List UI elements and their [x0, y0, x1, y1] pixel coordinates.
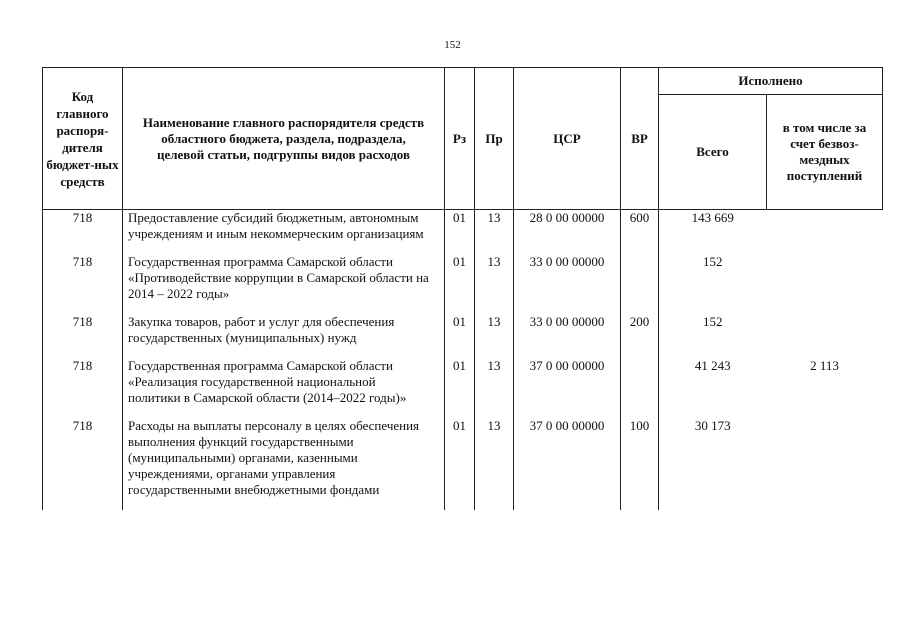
cell-pr: 13	[475, 254, 514, 314]
header-executed: Исполнено	[659, 68, 883, 95]
header-code: Код главного распоря-дителя бюджет-ных средств	[43, 68, 123, 210]
cell-name: Государственная программа Самарской области «Реализация государственной национальной политики в Самарской области (2014–2022 годы)»	[123, 358, 445, 418]
cell-vr: 600	[621, 210, 659, 255]
cell-code: 718	[43, 418, 123, 510]
cell-rz: 01	[445, 314, 475, 358]
cell-code: 718	[43, 314, 123, 358]
cell-name: Государственная программа Самарской области «Противодействие коррупции в Самарской области на 2014 – 2022 годы»	[123, 254, 445, 314]
header-pr: Пр	[475, 68, 514, 210]
cell-rz: 01	[445, 210, 475, 255]
header-name: Наименование главного распорядителя средств областного бюджета, раздела, подраздела, целевой статьи, подгруппы видов расходов	[123, 68, 445, 210]
table-row	[43, 254, 883, 314]
cell-total: 152	[703, 314, 723, 329]
cell-pr: 13	[475, 358, 514, 418]
cell-pr: 13	[475, 418, 514, 510]
cell-csr: 33 0 00 00000	[514, 314, 621, 358]
cell-code: 718	[43, 254, 123, 314]
cell-vr	[621, 254, 659, 314]
header-total: Всего	[659, 95, 767, 210]
cell-pr: 13	[475, 210, 514, 255]
cell-free	[767, 254, 883, 314]
table-row	[43, 358, 883, 418]
cell-code: 718	[43, 210, 123, 255]
cell-name: Закупка товаров, работ и услуг для обеспечения государственных (муниципальных) нужд	[123, 314, 445, 358]
table-row	[43, 314, 883, 358]
cell-free	[767, 210, 883, 255]
cell-vr: 100	[621, 418, 659, 510]
header-vr: ВР	[621, 68, 659, 210]
cell-csr: 28 0 00 00000	[514, 210, 621, 255]
cell-free	[767, 314, 883, 358]
cell-rz: 01	[445, 418, 475, 510]
table-header	[43, 68, 883, 210]
header-free-receipts: в том числе за счет безвоз-мездных поступлений	[767, 95, 883, 210]
table-row	[43, 210, 883, 255]
cell-total: 143 669	[691, 210, 734, 225]
cell-name: Предоставление субсидий бюджетным, автономным учреждениям и иным некоммерческим организациям	[123, 210, 445, 255]
header-rz: Рз	[445, 68, 475, 210]
cell-csr: 37 0 00 00000	[514, 358, 621, 418]
cell-total: 30 173	[694, 418, 731, 433]
table-body	[43, 210, 883, 511]
cell-total: 152	[703, 254, 723, 269]
cell-code: 718	[43, 358, 123, 418]
header-csr: ЦСР	[514, 68, 621, 210]
budget-expenditure-table	[42, 67, 883, 510]
cell-vr	[621, 358, 659, 418]
cell-name: Расходы на выплаты персоналу в целях обеспечения выполнения функций государственными (муниципальными) органами, казенными учреждениями, органами управления государственными внебюджетными фондами	[123, 418, 445, 510]
table-row	[43, 418, 883, 510]
cell-free	[767, 418, 883, 510]
cell-vr: 200	[621, 314, 659, 358]
cell-free: 2 113	[810, 358, 839, 373]
page-number: 152	[444, 39, 461, 51]
cell-pr: 13	[475, 314, 514, 358]
cell-rz: 01	[445, 254, 475, 314]
cell-csr: 37 0 00 00000	[514, 418, 621, 510]
cell-rz: 01	[445, 358, 475, 418]
cell-total: 41 243	[694, 358, 731, 373]
cell-csr: 33 0 00 00000	[514, 254, 621, 314]
